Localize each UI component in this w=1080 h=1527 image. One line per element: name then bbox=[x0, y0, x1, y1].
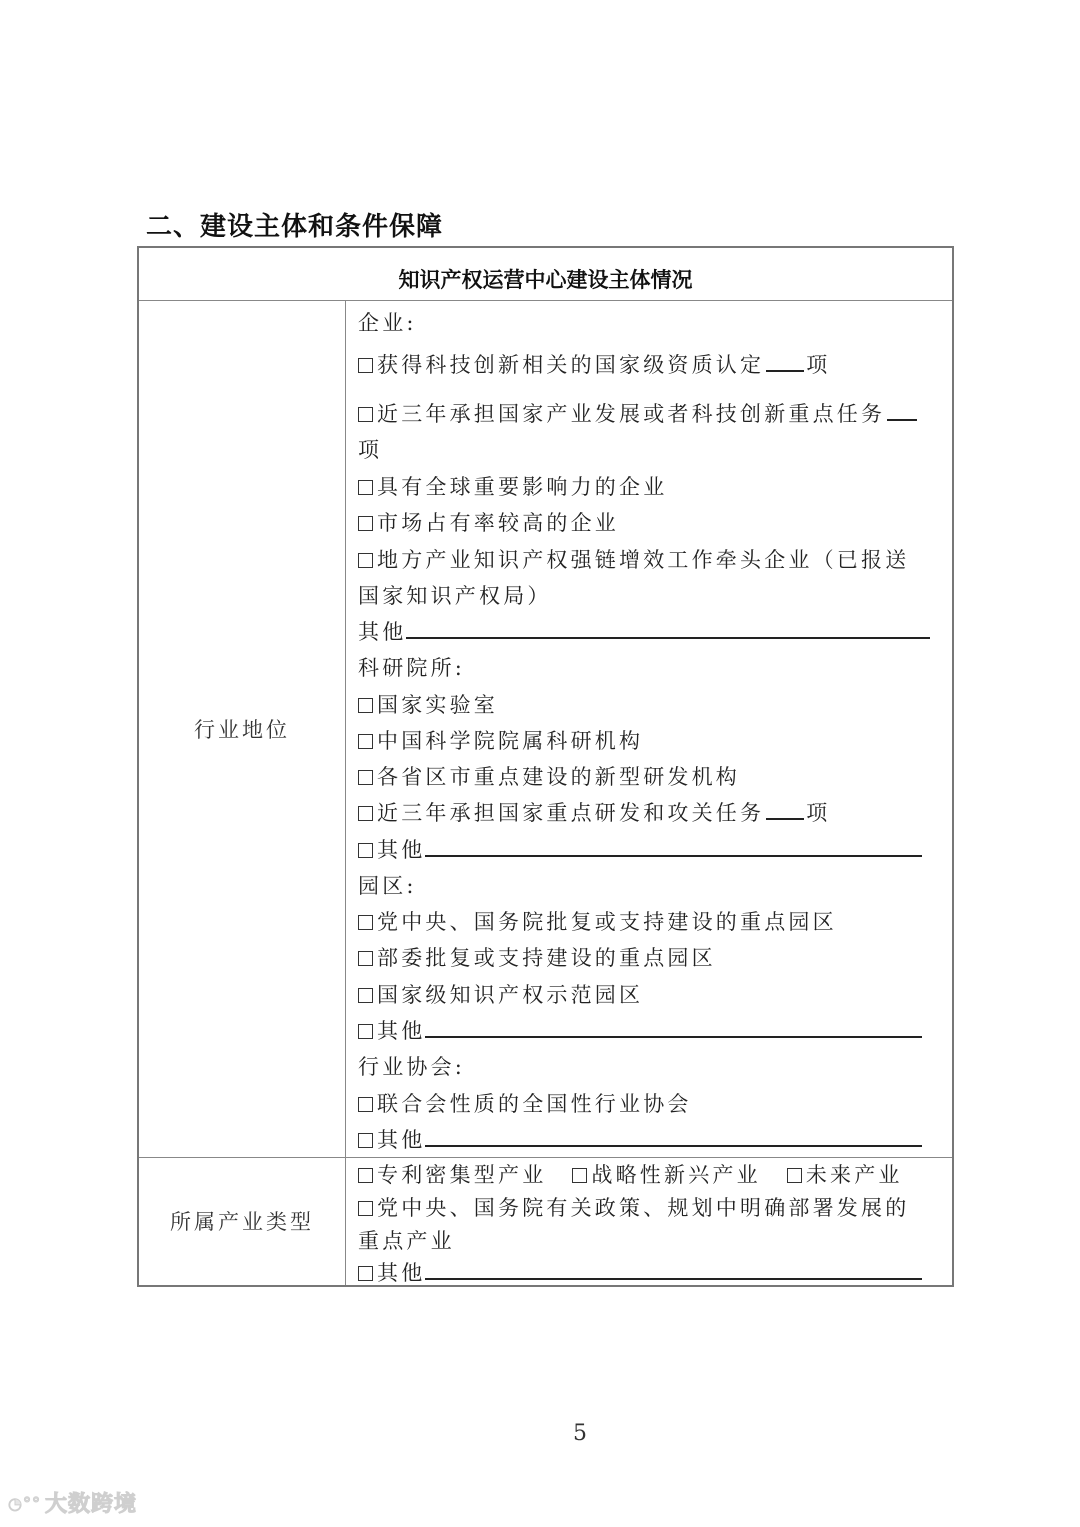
count-blank[interactable] bbox=[766, 800, 804, 820]
other-field[interactable]: 其他 bbox=[358, 834, 922, 864]
row-label: 行业地位 bbox=[139, 301, 346, 1157]
other-field[interactable]: 其他 bbox=[358, 1257, 922, 1287]
checkbox-option[interactable]: 近三年承担国家产业发展或者科技创新重点任务 bbox=[358, 398, 919, 428]
checkbox-option[interactable]: 市场占有率较高的企业 bbox=[358, 507, 619, 537]
checkbox-icon[interactable] bbox=[358, 698, 373, 713]
checkbox-icon[interactable] bbox=[358, 480, 373, 495]
category-research-institute: 科研院所: bbox=[358, 656, 466, 680]
table-title: 知识产权运营中心建设主体情况 bbox=[139, 248, 952, 301]
count-blank[interactable] bbox=[887, 401, 917, 421]
category-enterprise: 企业: bbox=[358, 311, 417, 335]
category-industry-association: 行业协会: bbox=[358, 1055, 466, 1079]
other-field[interactable]: 其他 bbox=[358, 1124, 922, 1154]
checkbox-icon[interactable] bbox=[358, 951, 373, 966]
checkbox-option[interactable]: 战略性新兴产业 bbox=[572, 1163, 760, 1187]
table-row-industry-type bbox=[139, 1157, 952, 1285]
count-blank[interactable] bbox=[766, 352, 804, 372]
checkbox-icon[interactable] bbox=[358, 734, 373, 749]
other-input-line[interactable] bbox=[425, 1016, 922, 1038]
checkbox-option[interactable]: 各省区市重点建设的新型研发机构 bbox=[358, 761, 740, 791]
checkbox-option[interactable]: 地方产业知识产权强链增效工作牵头企业（已报送 bbox=[358, 544, 909, 574]
checkbox-icon[interactable] bbox=[358, 770, 373, 785]
industry-type-options bbox=[346, 1157, 952, 1285]
watermark: ◔°° 大数跨境 bbox=[8, 1492, 137, 1517]
checkbox-option[interactable]: 联合会性质的全国性行业协会 bbox=[358, 1088, 692, 1118]
industry-type-inline-options bbox=[358, 1159, 903, 1189]
checkbox-option[interactable]: 近三年承担国家重点研发和攻关任务 项 bbox=[358, 797, 830, 827]
checkbox-icon[interactable] bbox=[358, 553, 373, 568]
checkbox-icon[interactable] bbox=[358, 1133, 373, 1148]
checkbox-option[interactable]: 专利密集型产业 bbox=[358, 1163, 546, 1187]
checkbox-option[interactable]: 未来产业 bbox=[787, 1163, 903, 1187]
checkbox-option[interactable]: 获得科技创新相关的国家级资质认定 项 bbox=[358, 349, 830, 379]
other-input-line[interactable] bbox=[425, 835, 922, 857]
checkbox-icon[interactable] bbox=[358, 358, 373, 373]
table-row-industry-status bbox=[139, 301, 952, 1158]
page-number: 5 bbox=[573, 1421, 587, 1446]
checkbox-icon[interactable] bbox=[358, 915, 373, 930]
checkbox-icon[interactable] bbox=[358, 1201, 373, 1216]
checkbox-icon[interactable] bbox=[358, 516, 373, 531]
text-line: 重点产业 bbox=[358, 1229, 455, 1253]
other-input-line[interactable] bbox=[425, 1125, 922, 1147]
industry-status-options bbox=[346, 301, 952, 1157]
checkbox-icon[interactable] bbox=[358, 988, 373, 1003]
checkbox-option[interactable]: 中国科学院院属科研机构 bbox=[358, 725, 643, 755]
category-park: 园区: bbox=[358, 874, 417, 898]
checkbox-option[interactable]: 国家实验室 bbox=[358, 689, 498, 719]
other-field[interactable]: 其他 bbox=[358, 616, 930, 646]
row-label: 所属产业类型 bbox=[139, 1157, 346, 1285]
checkbox-icon[interactable] bbox=[572, 1168, 587, 1183]
checkbox-option[interactable]: 国家级知识产权示范园区 bbox=[358, 979, 643, 1009]
text-line: 国家知识产权局） bbox=[358, 584, 552, 608]
checkbox-icon[interactable] bbox=[358, 1266, 373, 1281]
checkbox-option[interactable]: 具有全球重要影响力的企业 bbox=[358, 471, 667, 501]
text-line: 项 bbox=[358, 438, 383, 462]
checkbox-icon[interactable] bbox=[358, 806, 373, 821]
checkbox-option[interactable]: 党中央、国务院批复或支持建设的重点园区 bbox=[358, 906, 837, 936]
checkbox-option[interactable]: 党中央、国务院有关政策、规划中明确部署发展的 bbox=[358, 1192, 909, 1222]
checkbox-option[interactable]: 部委批复或支持建设的重点园区 bbox=[358, 942, 716, 972]
checkbox-icon[interactable] bbox=[358, 407, 373, 422]
checkbox-icon[interactable] bbox=[787, 1168, 802, 1183]
section-title: 二、建设主体和条件保障 bbox=[146, 212, 444, 242]
other-field[interactable]: 其他 bbox=[358, 1015, 922, 1045]
other-input-line[interactable] bbox=[425, 1258, 922, 1280]
watermark-logo-icon: ◔°° bbox=[8, 1494, 41, 1513]
checkbox-icon[interactable] bbox=[358, 843, 373, 858]
checkbox-icon[interactable] bbox=[358, 1024, 373, 1039]
construction-entity-table bbox=[137, 246, 954, 1287]
other-input-line[interactable] bbox=[406, 617, 930, 639]
checkbox-icon[interactable] bbox=[358, 1097, 373, 1112]
checkbox-icon[interactable] bbox=[358, 1168, 373, 1183]
